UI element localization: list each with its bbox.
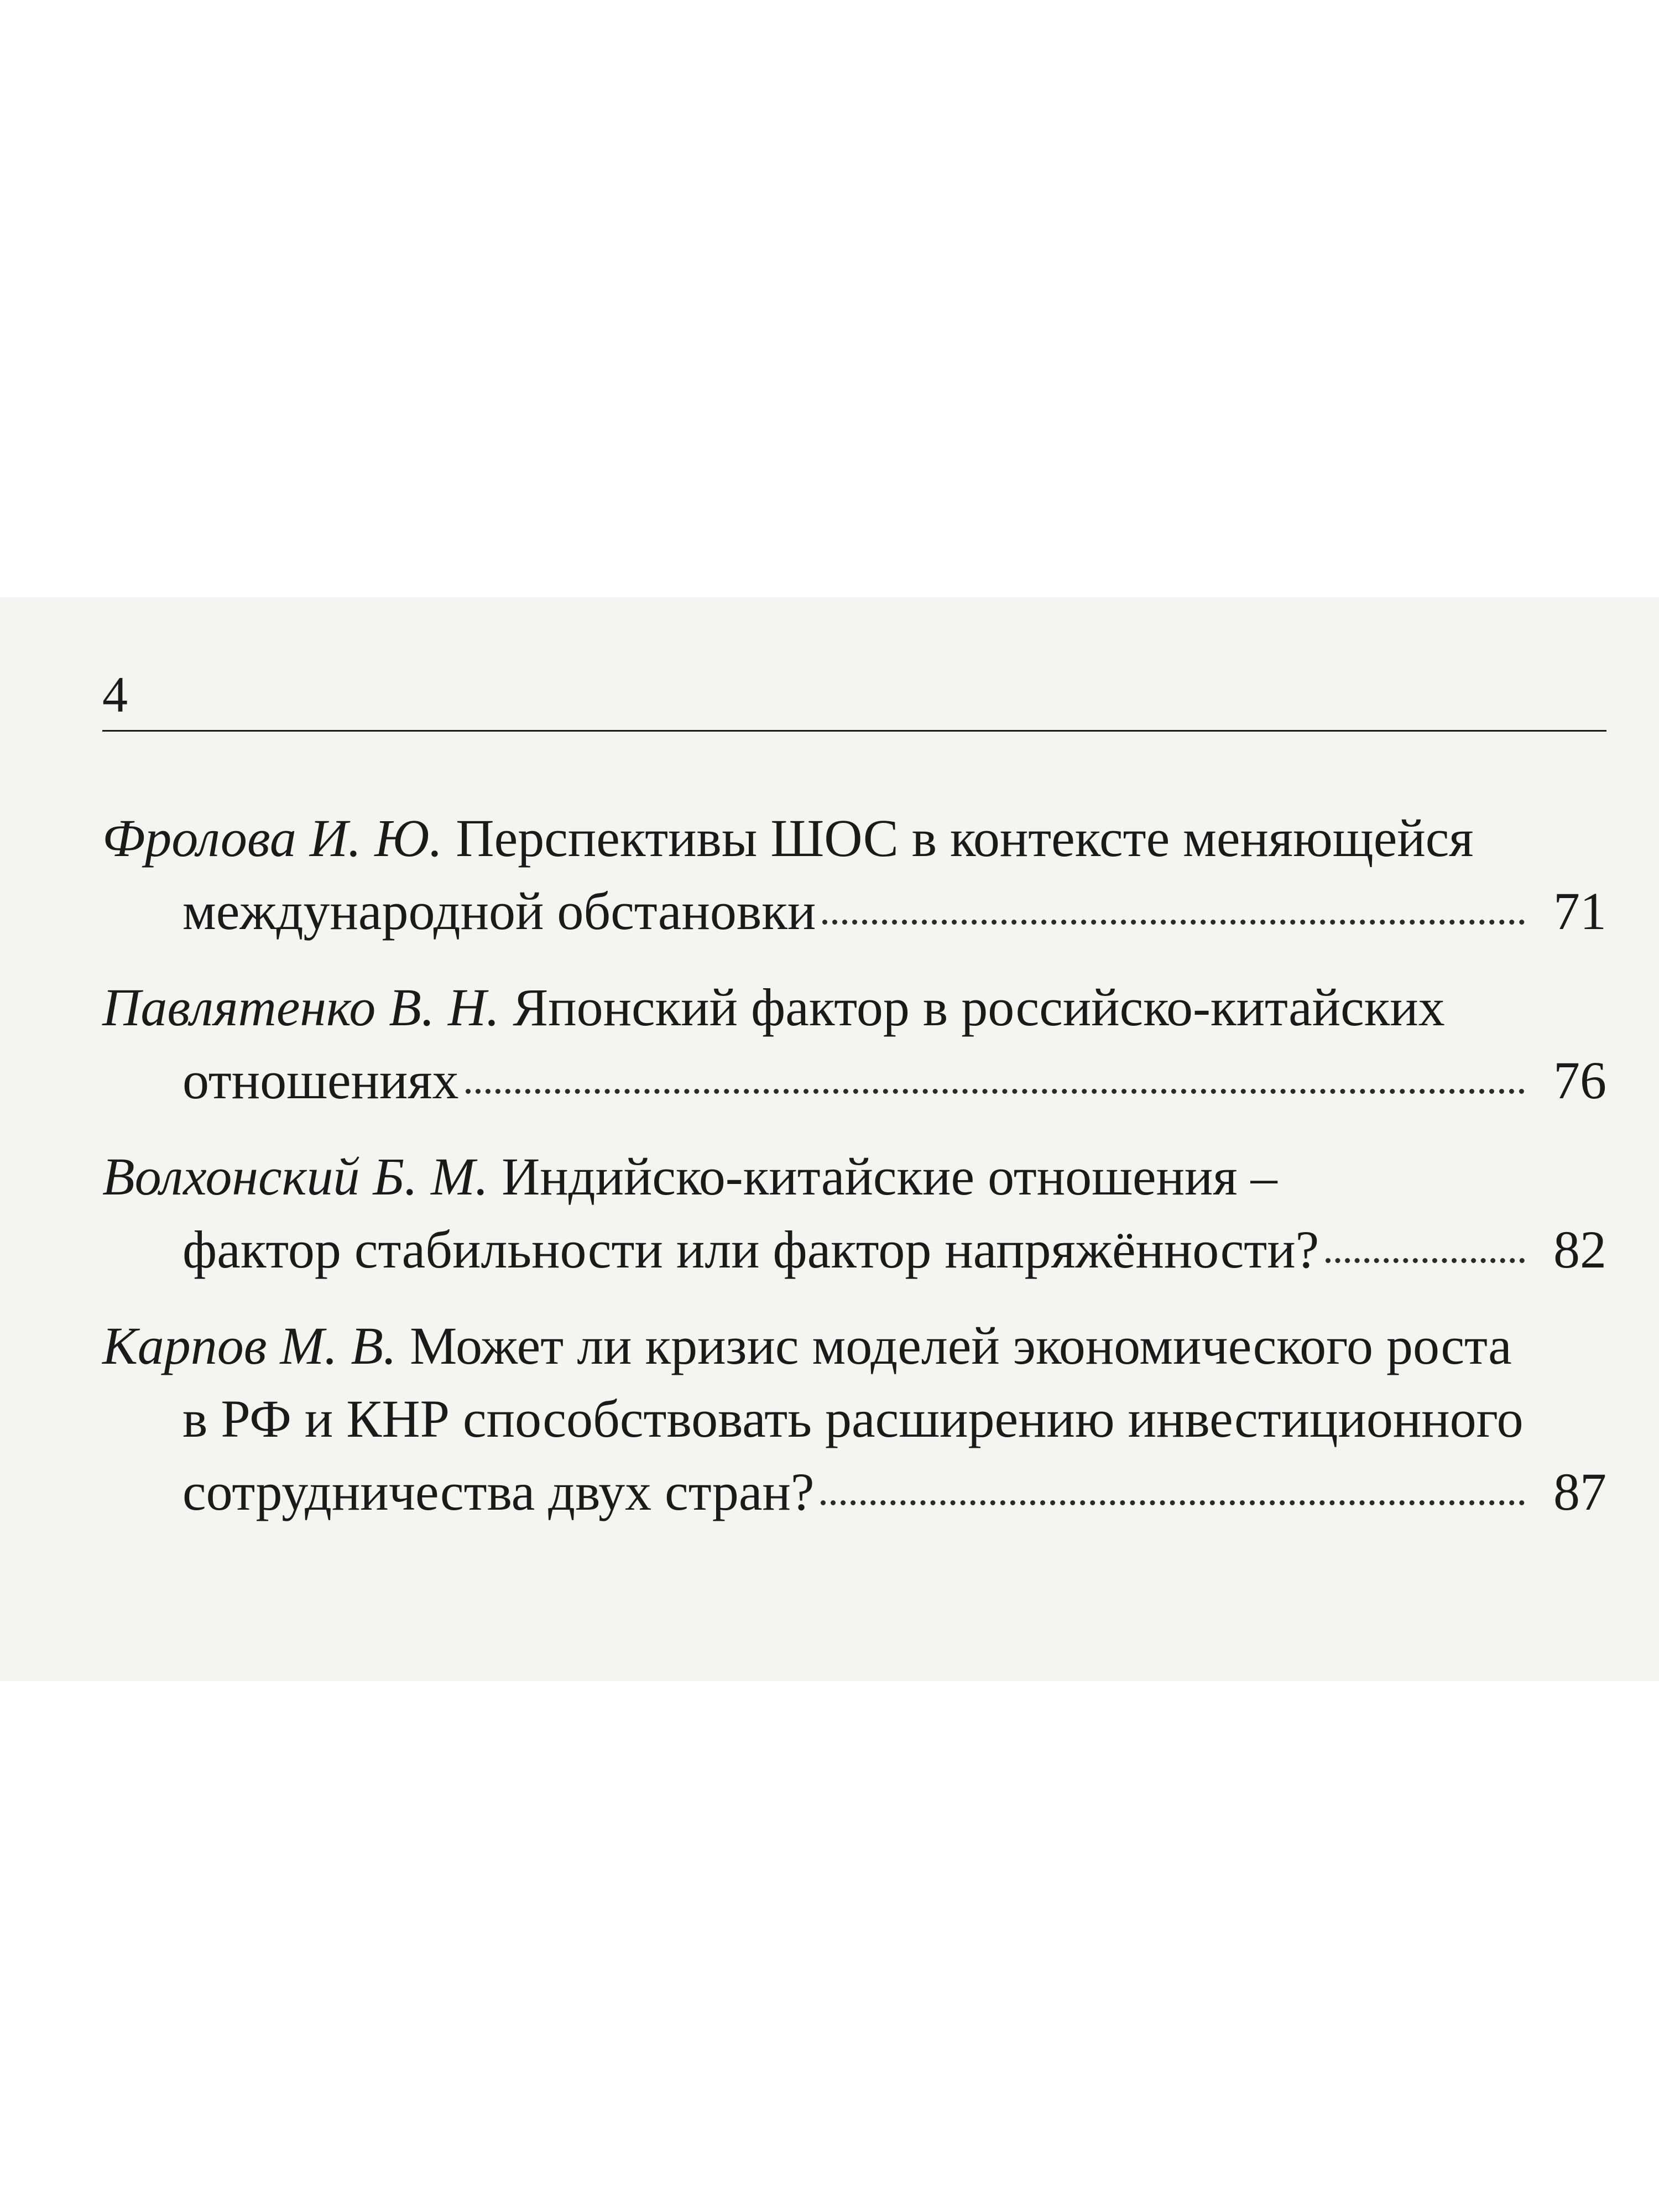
- toc-page-number: 87: [1553, 1462, 1606, 1521]
- toc-page-number: 82: [1553, 1220, 1606, 1279]
- dot-leader: [821, 1500, 1525, 1505]
- toc-entry[interactable]: [102, 971, 1606, 1117]
- toc-page-number: 76: [1553, 1051, 1606, 1110]
- toc-entry[interactable]: [102, 802, 1606, 948]
- toc-page-number: 71: [1553, 881, 1606, 941]
- table-of-contents: [102, 802, 1606, 1552]
- toc-entry-last-line: [102, 1455, 1606, 1528]
- toc-title-continued: международной обстановки: [182, 881, 816, 941]
- header-rule: [102, 730, 1606, 732]
- toc-entry-first-line: [102, 802, 1606, 875]
- toc-author: Павлятенко В. Н.: [102, 978, 500, 1037]
- dot-leader: [466, 1089, 1525, 1094]
- toc-entry-first-line: [102, 1310, 1606, 1383]
- toc-entry-first-line: [102, 971, 1606, 1044]
- toc-entry-first-line: [102, 1140, 1606, 1213]
- dot-leader: [1326, 1258, 1525, 1263]
- toc-title-continued: фактор стабильности или фактор напряжённости?: [182, 1220, 1319, 1279]
- toc-title: Индийско-китайские отношения –: [488, 1147, 1277, 1206]
- toc-author: Фролова И. Ю.: [102, 808, 443, 868]
- toc-entry-last-line: [102, 1044, 1606, 1117]
- toc-title-continued: в РФ и КНР способствовать расширению инвестиционного: [182, 1389, 1524, 1448]
- page-number: 4: [102, 666, 128, 723]
- toc-title: Может ли кризис моделей экономического роста: [397, 1316, 1512, 1375]
- toc-title: Японский фактор в российско-китайских: [499, 978, 1445, 1037]
- toc-entry-last-line: [102, 1213, 1606, 1286]
- toc-entry-last-line: [102, 875, 1606, 948]
- toc-title-continued: отношениях: [182, 1051, 459, 1110]
- toc-author: Волхонский Б. М.: [102, 1147, 489, 1206]
- dot-leader: [822, 920, 1525, 925]
- toc-title-continued: сотрудничества двух стран?: [182, 1462, 815, 1521]
- toc-entry-middle-line: [102, 1383, 1606, 1455]
- toc-entry[interactable]: [102, 1310, 1606, 1528]
- toc-author: Карпов М. В.: [102, 1316, 397, 1375]
- toc-entry[interactable]: [102, 1140, 1606, 1286]
- toc-title: Перспективы ШОС в контексте меняющейся: [442, 808, 1474, 868]
